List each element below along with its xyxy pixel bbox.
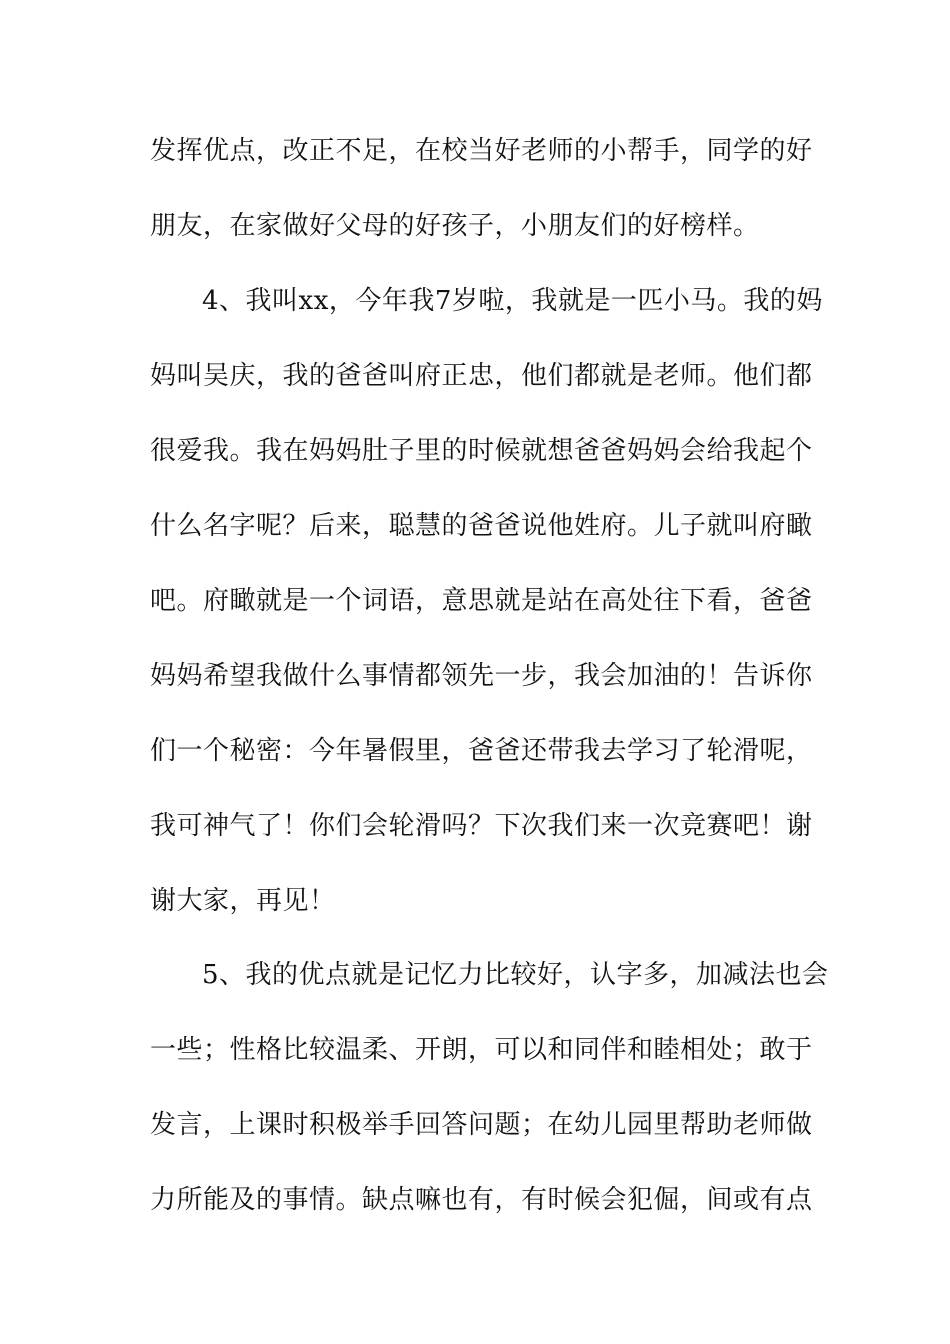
text-line: 妈妈希望我做什么事情都领先一步，我会加油的！告诉你 [150, 661, 813, 691]
text-line: 们一个秘密：今年暑假里，爸爸还带我去学习了轮滑呢， [150, 736, 813, 766]
text-line: 发挥优点，改正不足，在校当好老师的小帮手，同学的好 [150, 136, 813, 166]
text-line: 一些；性格比较温柔、开朗，可以和同伴和睦相处；敢于 [150, 1035, 813, 1065]
text-line: 4、我叫xx，今年我7岁啦，我就是一匹小马。我的妈 [202, 286, 823, 316]
text-line: 发言，上课时积极举手回答问题；在幼儿园里帮助老师做 [150, 1110, 813, 1140]
text-line: 妈叫吴庆，我的爸爸叫府正忠，他们都就是老师。他们都 [150, 361, 813, 391]
text-line: 5、我的优点就是记忆力比较好，认字多，加减法也会 [202, 960, 829, 990]
text-line: 吧。府瞰就是一个词语，意思就是站在高处往下看，爸爸 [150, 586, 813, 616]
text-line: 谢大家，再见！ [150, 886, 336, 916]
text-line: 我可神气了！你们会轮滑吗？下次我们来一次竞赛吧！谢 [150, 811, 813, 841]
text-line: 什么名字呢？后来，聪慧的爸爸说他姓府。儿子就叫府瞰 [150, 511, 813, 541]
text-line: 很爱我。我在妈妈肚子里的时候就想爸爸妈妈会给我起个 [150, 436, 813, 466]
text-line: 力所能及的事情。缺点嘛也有，有时候会犯倔，间或有点 [150, 1185, 813, 1215]
text-line: 朋友，在家做好父母的好孩子，小朋友们的好榜样。 [150, 211, 760, 241]
